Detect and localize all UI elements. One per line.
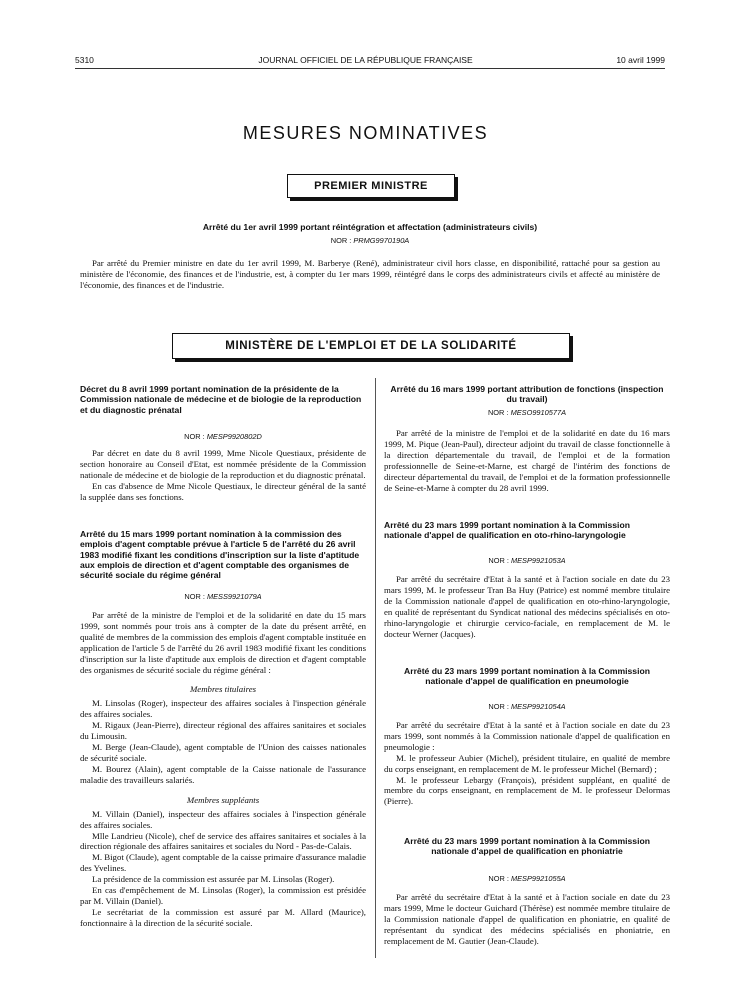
subheading-suppleants: Membres suppléants xyxy=(186,794,260,805)
page-title: MESURES NOMINATIVES xyxy=(242,123,489,143)
arrete-agent-comptable-heading: Arrêté du 15 mars 1999 portant nomination à la commission des emplois d'agent comptable prévue à l'article 5 de l'arrêté du 26 avril 1983 modifié fixant les conditions d'inscription sur la liste d'aptitude aux emplois de direction et d'agent comptable des organismes de sécurité sociale du régime général xyxy=(80,529,360,581)
paragraph: La présidence de la commission est assurée par M. Linsolas (Roger). xyxy=(92,874,335,885)
arrete-pique-nor: NOR : MESO9910577A xyxy=(487,408,567,417)
arrete-pique-heading: Arrêté du 16 mars 1999 portant attribution de fonctions (inspection du travail) xyxy=(390,384,664,405)
arrete-orl-nor: NOR : MESP9921053A xyxy=(488,556,566,565)
section-premier-ministre: PREMIER MINISTRE xyxy=(287,174,455,198)
arrete-phoniatrie-heading: Arrêté du 23 mars 1999 portant nomination à la Commission nationale d'appel de qualification en phoniatrie xyxy=(404,836,650,857)
decree-questiaux-heading: Décret du 8 avril 1999 portant nomination de la présidente de la Commission nationale de médecine et de biologie de la reproduction et du diagnostic prénatal xyxy=(80,384,362,415)
paragraph: M. Rigaux (Jean-Pierre), directeur régional des affaires sanitaires et sociales du Limousin. xyxy=(80,720,366,742)
arrete-orl-heading: Arrêté du 23 mars 1999 portant nomination à la Commission nationale d'appel de qualification en oto-rhino-laryngologie xyxy=(384,520,630,541)
paragraph: M. le professeur Aubier (Michel), président titulaire, en qualité de membre du corps enseignant, en remplacement de M. le professeur Michel (Bernard) ; xyxy=(384,752,670,774)
paragraph: Par arrêté du secrétaire d'Etat à la santé et à l'action sociale en date du 23 mars 1999, Mme le docteur Guichard (Thérèse) est nommée membre titulaire de la Commission nationale d'appel de qualification en phoniatrie, en qualité de représentant du syndicat des médecins spécialisés en phoniatrie, en remplacement de M. Gautier (Jean-Claude). xyxy=(384,892,670,946)
decree-questiaux-nor: NOR : MESP9920802D xyxy=(184,432,262,441)
paragraph: Par arrêté de la ministre de l'emploi et de la solidarité en date du 16 mars 1999, M. Pique (Jean-Paul), directeur adjoint du travail de classe fonctionnelle à la direction départementale du travail, de l'emploi et de la formation professionnelle de Seine-et-Marne, est chargé de l'intérim des fonctions de directeur départemental du travail, de l'emploi et de la formation professionnelle de Seine-et-Marne à compter du 28 avril 1999. xyxy=(384,428,670,493)
paragraph: Par arrêté du secrétaire d'Etat à la santé et à l'action sociale en date du 23 mars 1999, M. le professeur Tran Ba Huy (Patrice) est nommé membre titulaire de la Commission nationale d'appel de qualification en oto-rhino-laryngologie, en qualité de représentant du Syndicat national des médecins spécialisés en oto-rhino-laryngologie et chirurgie cervico-faciale, en remplacement de M. le docteur Werner (Jacques). xyxy=(384,574,670,639)
column-divider xyxy=(375,378,376,958)
arrete-pneumologie-heading: Arrêté du 23 mars 1999 portant nomination à la Commission nationale d'appel de qualification en pneumologie xyxy=(404,666,650,687)
paragraph: M. Bourez (Alain), agent comptable de la Caisse nationale de l'assurance maladie des travailleurs salariés. xyxy=(80,763,366,785)
paragraph: En cas d'absence de Mme Nicole Questiaux, le directeur général de la santé la supplée dans ses fonctions. xyxy=(80,480,366,502)
subheading-titulaires: Membres titulaires xyxy=(189,684,257,695)
arrete-phoniatrie-body xyxy=(384,892,670,947)
decree-questiaux-body xyxy=(80,448,366,503)
paragraph: M. Villain (Daniel), inspecteur des affaires sociales à l'inspection générale des affaires sociales. xyxy=(80,808,366,830)
arrete-agent-comptable-nor: NOR : MESS9921079A xyxy=(184,592,262,601)
paragraph: M. le professeur Lebargy (François), président suppléant, en qualité de membre du corps enseignant, en remplacement de M. le professeur Delormas (Pierre). xyxy=(384,774,670,807)
arrete-pneumologie-nor: NOR : MESP9921054A xyxy=(488,702,566,711)
pm-decree-text: Par arrêté du Premier ministre en date du 1er avril 1999, M. Barberye (René), administrateur civil hors classe, en disponibilité, rattaché pour sa gestion au ministère de l'économie, des finances et de l'industrie, est, à compter du 1er mars 1999, réintégré dans le corps des administrateurs civils et affecté au ministère de l'économie, des finances et de l'industrie. xyxy=(80,258,660,290)
section-emploi-solidarite: MINISTÈRE DE L'EMPLOI ET DE LA SOLIDARITÉ xyxy=(172,333,570,359)
arrete-pneumologie-body xyxy=(384,720,670,807)
paragraph: Par arrêté du secrétaire d'Etat à la santé et à l'action sociale en date du 23 mars 1999, sont nommés à la Commission nationale d'appel de qualification en pneumologie : xyxy=(384,720,670,752)
journal-name: JOURNAL OFFICIEL DE LA RÉPUBLIQUE FRANÇAISE xyxy=(258,55,473,65)
paragraph: M. Bigot (Claude), agent comptable de la caisse primaire d'assurance maladie des Yvelines. xyxy=(80,852,366,874)
paragraph: Le secrétariat de la commission est assuré par M. Allard (Maurice), fonctionnaire à la direction de la sécurité sociale. xyxy=(80,906,366,928)
paragraph: Mlle Landrieu (Nicole), chef de service des affaires sanitaires et sociales à la direction régionale des affaires sanitaires et sociales du Nord - Pas-de-Calais. xyxy=(80,830,366,852)
arrete-orl-body xyxy=(384,574,670,639)
paragraph: En cas d'empêchement de M. Linsolas (Roger), la commission est présidée par M. Villain (Daniel). xyxy=(80,885,366,906)
paragraph: Par décret en date du 8 avril 1999, Mme Nicole Questiaux, présidente de section honoraire au Conseil d'Etat, est nommée présidente de la Commission nationale de médecine et de biologie de la reproduction et du diagnostic prénatal. xyxy=(80,448,366,480)
pm-decree-nor: NOR : PRMG9970190A xyxy=(330,236,410,245)
page-number: 5310 xyxy=(75,55,94,65)
header-rule xyxy=(75,68,665,69)
arrete-phoniatrie-nor: NOR : MESP9921055A xyxy=(488,874,566,883)
paragraph: Par arrêté de la ministre de l'emploi et de la solidarité en date du 15 mars 1999, sont nommés pour trois ans à compter de la date du présent arrêté, en qualité de membres de la commission des emplois d'agent comptable instituée en application de l'article 5 de l'arrêté du 26 avril 1983 modifié fixant les conditions d'inscription sur la liste d'aptitude aux emplois de direction et d'agent comptable des organismes de sécurité sociale du régime général : xyxy=(80,610,366,675)
arrete-agent-comptable-body xyxy=(80,610,366,929)
paragraph: M. Berge (Jean-Claude), agent comptable de l'Union des caisses nationales de sécurité sociale. xyxy=(80,742,366,763)
paragraph: M. Linsolas (Roger), inspecteur des affaires sociales à l'inspection générale des affaires sociales. xyxy=(80,698,366,720)
pm-decree-heading: Arrêté du 1er avril 1999 portant réintégration et affectation (administrateurs civils) xyxy=(202,222,538,232)
arrete-pique-body xyxy=(384,428,670,493)
issue-date: 10 avril 1999 xyxy=(616,55,665,65)
